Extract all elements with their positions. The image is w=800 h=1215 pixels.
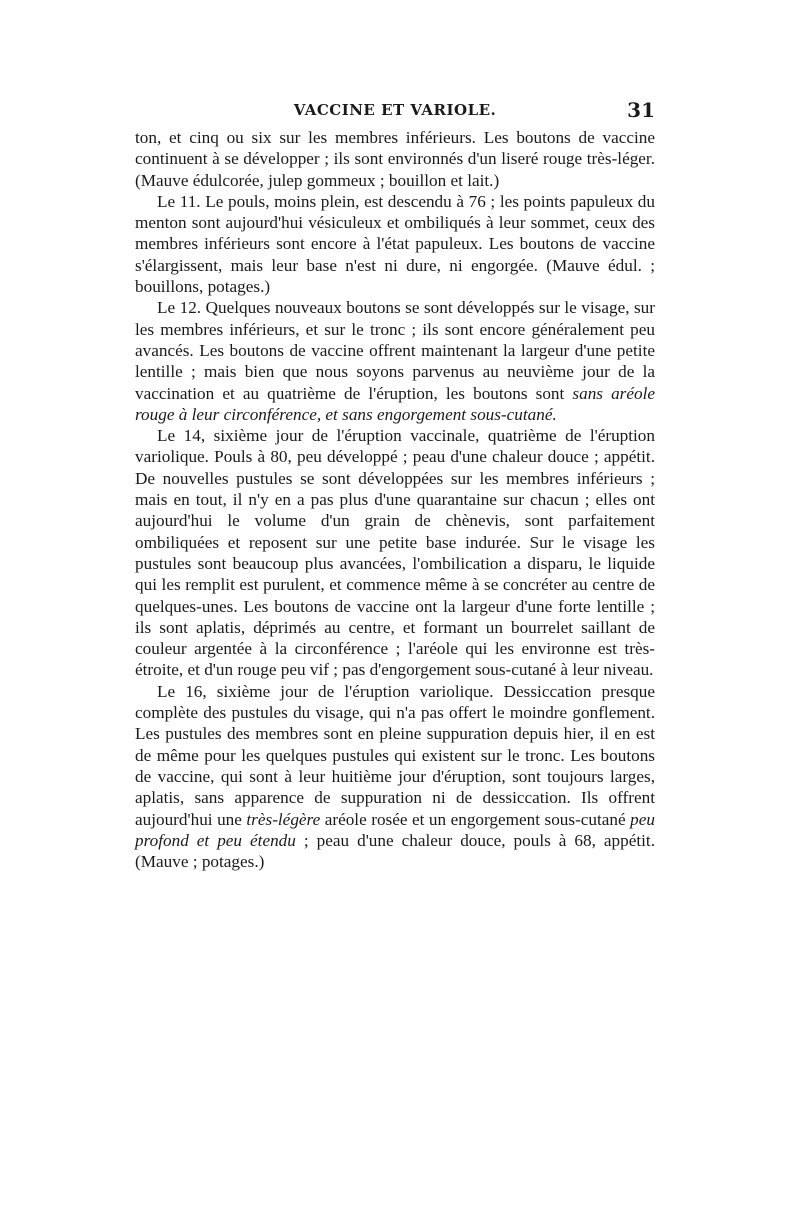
paragraph-5 [135,681,655,873]
text-run: aréole rosée et un engorgement sous-cutané [320,809,631,829]
paragraph-3 [135,297,655,425]
page-number: 31 [627,98,655,122]
italic-run: sans aréole rouge à leur circonférence, et sans engorgement sous-cutané. [135,383,655,424]
italic-run: peu profond et peu étendu [135,809,655,850]
text-run: Le 14, sixième jour de l'éruption vaccinale, quatrième de l'éruption variolique. Pouls à 80, peu développé ; peau d'une chaleur douce ; appétit. De nouvelles pustules se sont développées sur les membres inférieurs ; mais en tout, il n'y en a pas plus d'une quarantaine sur chacun ; elles ont aujourd'hui le volume d'un grain de chènevis, sont parfaitement ombiliquées et reposent sur une petite base indurée. Sur le visage les pustules sont beaucoup plus avancées, l'ombilication a disparu, le liquide qui les remplit est purulent, et commence même à se concréter au centre de quelques-unes. Les boutons de vaccine ont la largeur d'une forte lentille ; ils sont aplatis, déprimés au centre, et formant un bourrelet saillant de couleur argentée à la circonférence ; l'aréole qui les environne est très-étroite, et d'un rouge peu vif ; pas d'engorgement sous-cutané à leur niveau. [135,426,655,680]
paragraph-2 [135,191,655,297]
paragraph-4 [135,425,655,681]
running-head [135,96,655,124]
text-run: ton, et cinq ou six sur les membres inférieurs. Les boutons de vaccine continuent à se développer ; ils sont environnés d'un liseré rouge très-léger. (Mauve édulcorée, julep gommeux ; bouillon et lait.) [135,128,655,190]
italic-run: très-légère [246,809,321,829]
running-title: VACCINE ET VARIOLE. [293,101,497,119]
text-run: Le 16, sixième jour de l'éruption variolique. Dessiccation presque complète des pustules du visage, qui n'a pas offert le moindre gonflement. Les pustules des membres sont en pleine suppuration depuis hier, il en est de même pour les quelques pustules qui existent sur le tronc. Les boutons de vaccine, qui sont à leur huitième jour d'éruption, sont toujours larges, aplatis, sans apparence de suppuration ni de dessiccation. Ils offrent aujourd'hui une [135,681,655,829]
text-run: Le 12. Quelques nouveaux boutons se sont développés sur le visage, sur les membres inférieurs, et sur le tronc ; ils sont encore généralement peu avancés. Les boutons de vaccine offrent maintenant la largeur d'une petite lentille ; mais bien que nous soyons parvenus au neuvième jour de la vaccination et au quatrième de l'éruption, les boutons sont [135,298,655,403]
body-text [135,127,655,872]
paragraph-1 [135,127,655,191]
text-run: ; peau d'une chaleur douce, pouls à 68, appétit. (Mauve ; potages.) [135,830,655,872]
text-run: Le 11. Le pouls, moins plein, est descendu à 76 ; les points papuleux du menton sont aujourd'hui vésiculeux et ombiliqués à leur sommet, ceux des membres inférieurs sont encore à l'état papuleux. Les boutons de vaccine s'élargissent, mais leur base n'est ni dure, ni engorgée. (Mauve édul. ; bouillons, potages.) [135,191,655,297]
